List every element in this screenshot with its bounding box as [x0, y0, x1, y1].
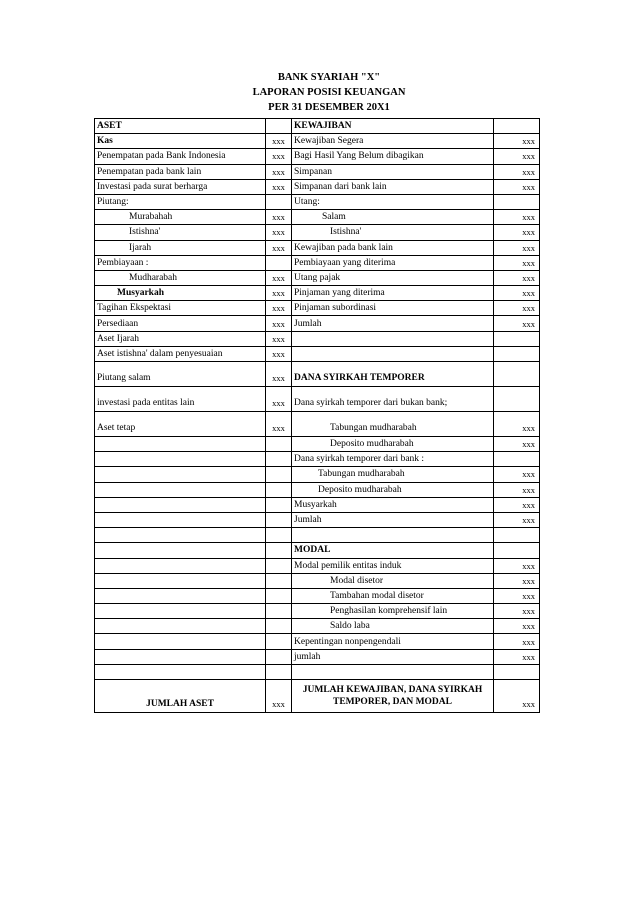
asset-label — [95, 482, 266, 497]
table-row — [95, 387, 540, 412]
asset-value — [266, 437, 292, 452]
liability-value: xxx — [494, 588, 540, 603]
liability-value — [494, 664, 540, 679]
asset-value: xxx — [266, 301, 292, 316]
column-header-aset: ASET — [95, 119, 266, 134]
liability-label: Simpanan dari bank lain — [292, 179, 494, 194]
asset-label — [95, 512, 266, 527]
table-row — [95, 619, 540, 634]
table-row — [95, 210, 540, 225]
asset-label — [95, 452, 266, 467]
asset-label — [95, 664, 266, 679]
asset-value — [266, 664, 292, 679]
liability-label: Utang: — [292, 194, 494, 209]
liability-label: Pinjaman yang diterima — [292, 286, 494, 301]
table-row — [95, 240, 540, 255]
table-row — [95, 497, 540, 512]
liability-value: xxx — [494, 316, 540, 331]
liability-value: xxx — [494, 134, 540, 149]
liability-label: Modal pemilik entitas induk — [292, 558, 494, 573]
liability-value — [494, 387, 540, 412]
table-row — [95, 225, 540, 240]
liability-value — [494, 543, 540, 558]
asset-value — [266, 558, 292, 573]
asset-label: Investasi pada surat berharga — [95, 179, 266, 194]
table-row — [95, 331, 540, 346]
table-header-row — [95, 119, 540, 134]
liability-label: Pinjaman subordinasi — [292, 301, 494, 316]
liability-value: xxx — [494, 558, 540, 573]
liability-value: xxx — [494, 497, 540, 512]
liability-value: xxx — [494, 437, 540, 452]
empty-cell — [266, 119, 292, 134]
liability-value — [494, 331, 540, 346]
liability-label: Kewajiban pada bank lain — [292, 240, 494, 255]
asset-value: xxx — [266, 286, 292, 301]
asset-value — [266, 452, 292, 467]
asset-label: Aset Ijarah — [95, 331, 266, 346]
liability-label: Jumlah — [292, 316, 494, 331]
liability-value: xxx — [494, 412, 540, 437]
asset-value — [266, 497, 292, 512]
asset-label: Penempatan pada Bank Indonesia — [95, 149, 266, 164]
bank-name: BANK SYARIAH "X" — [277, 72, 381, 83]
liability-label: Pembiayaan yang diterima — [292, 255, 494, 270]
asset-label: Istishna' — [95, 225, 266, 240]
liability-label: Jumlah — [292, 512, 494, 527]
asset-value — [266, 634, 292, 649]
total-liabilities-equity-label: JUMLAH KEWAJIBAN, DANA SYIRKAH TEMPORER, DAN MODAL — [292, 680, 494, 713]
liability-value: xxx — [494, 225, 540, 240]
asset-value — [266, 543, 292, 558]
table-row — [95, 134, 540, 149]
asset-value: xxx — [266, 270, 292, 285]
total-assets-value: xxx — [266, 680, 292, 713]
liability-value — [494, 528, 540, 543]
asset-value — [266, 604, 292, 619]
table-row — [95, 664, 540, 679]
asset-value — [266, 467, 292, 482]
table-row — [95, 179, 540, 194]
asset-value: xxx — [266, 179, 292, 194]
table-row — [95, 482, 540, 497]
report-title: LAPORAN POSISI KEUANGAN — [252, 87, 406, 98]
asset-label: Aset istishna' dalam penyesuaian — [95, 346, 266, 361]
liability-label — [292, 346, 494, 361]
table-row — [95, 270, 540, 285]
liability-value: xxx — [494, 210, 540, 225]
asset-value: xxx — [266, 316, 292, 331]
asset-label: Penempatan pada bank lain — [95, 164, 266, 179]
asset-value: xxx — [266, 225, 292, 240]
asset-label: Ijarah — [95, 240, 266, 255]
balance-sheet-table — [94, 118, 540, 713]
total-liabilities-equity-value: xxx — [494, 680, 540, 713]
column-header-kewajiban: KEWAJIBAN — [292, 119, 494, 134]
liability-value: xxx — [494, 301, 540, 316]
table-row — [95, 149, 540, 164]
liability-label: Kepentingan nonpengendali — [292, 634, 494, 649]
liability-value: xxx — [494, 649, 540, 664]
liability-value: xxx — [494, 634, 540, 649]
table-row — [95, 412, 540, 437]
liability-value: xxx — [494, 604, 540, 619]
empty-cell — [494, 119, 540, 134]
report-header — [0, 70, 638, 115]
liability-label: DANA SYIRKAH TEMPORER — [292, 362, 494, 387]
asset-value — [266, 573, 292, 588]
asset-value: xxx — [266, 210, 292, 225]
table-row — [95, 346, 540, 361]
liability-value: xxx — [494, 149, 540, 164]
liability-label: Dana syirkah temporer dari bukan bank; — [292, 387, 494, 412]
liability-value: xxx — [494, 286, 540, 301]
liability-label — [292, 331, 494, 346]
liability-value — [494, 194, 540, 209]
asset-label: Mudharabah — [95, 270, 266, 285]
liability-value: xxx — [494, 573, 540, 588]
asset-value — [266, 528, 292, 543]
liability-label: Istishna' — [292, 225, 494, 240]
table-row — [95, 588, 540, 603]
table-row — [95, 301, 540, 316]
table-row — [95, 543, 540, 558]
liability-label: MODAL — [292, 543, 494, 558]
asset-label — [95, 467, 266, 482]
liability-value: xxx — [494, 619, 540, 634]
asset-label — [95, 573, 266, 588]
liability-label — [292, 664, 494, 679]
report-date: PER 31 DESEMBER 20X1 — [268, 102, 390, 113]
asset-value — [266, 482, 292, 497]
asset-value — [266, 194, 292, 209]
liability-label: Kewajiban Segera — [292, 134, 494, 149]
table-row — [95, 558, 540, 573]
liability-value: xxx — [494, 240, 540, 255]
liability-label: Tabungan mudharabah — [292, 467, 494, 482]
liability-value: xxx — [494, 179, 540, 194]
asset-value — [266, 619, 292, 634]
asset-label — [95, 558, 266, 573]
liability-label — [292, 528, 494, 543]
liability-label: Deposito mudharabah — [292, 437, 494, 452]
asset-value — [266, 649, 292, 664]
liability-label: jumlah — [292, 649, 494, 664]
asset-value: xxx — [266, 387, 292, 412]
liability-label: Penghasilan komprehensif lain — [292, 604, 494, 619]
asset-value: xxx — [266, 149, 292, 164]
asset-value: xxx — [266, 362, 292, 387]
table-row — [95, 437, 540, 452]
table-row — [95, 634, 540, 649]
asset-label — [95, 604, 266, 619]
liability-label: Utang pajak — [292, 270, 494, 285]
liability-value: xxx — [494, 255, 540, 270]
liability-value — [494, 362, 540, 387]
liability-label: Simpanan — [292, 164, 494, 179]
asset-label: Pembiayaan : — [95, 255, 266, 270]
asset-value: xxx — [266, 164, 292, 179]
liability-label: Tambahan modal disetor — [292, 588, 494, 603]
liability-value: xxx — [494, 164, 540, 179]
liability-label: Salam — [292, 210, 494, 225]
asset-label: Kas — [95, 134, 266, 149]
liability-label: Dana syirkah temporer dari bank : — [292, 452, 494, 467]
asset-label: Murabahah — [95, 210, 266, 225]
asset-label — [95, 634, 266, 649]
liability-value — [494, 452, 540, 467]
table-row — [95, 452, 540, 467]
table-row — [95, 528, 540, 543]
liability-value: xxx — [494, 512, 540, 527]
asset-label — [95, 543, 266, 558]
asset-value: xxx — [266, 412, 292, 437]
asset-value — [266, 588, 292, 603]
liability-value: xxx — [494, 270, 540, 285]
asset-label — [95, 619, 266, 634]
table-row — [95, 467, 540, 482]
table-row — [95, 316, 540, 331]
table-row — [95, 649, 540, 664]
table-row — [95, 255, 540, 270]
asset-value: xxx — [266, 331, 292, 346]
asset-label: Aset tetap — [95, 412, 266, 437]
liability-value: xxx — [494, 482, 540, 497]
asset-label: Tagihan Ekspektasi — [95, 301, 266, 316]
asset-label — [95, 437, 266, 452]
liability-value: xxx — [494, 467, 540, 482]
table-row — [95, 573, 540, 588]
total-assets-label: JUMLAH ASET — [95, 680, 266, 713]
asset-value: xxx — [266, 240, 292, 255]
liability-label: Deposito mudharabah — [292, 482, 494, 497]
asset-label — [95, 588, 266, 603]
table-row — [95, 286, 540, 301]
asset-value — [266, 255, 292, 270]
asset-label — [95, 528, 266, 543]
liability-label: Saldo laba — [292, 619, 494, 634]
table-row — [95, 604, 540, 619]
totals-row — [95, 680, 540, 713]
asset-label: Persediaan — [95, 316, 266, 331]
asset-label: Piutang: — [95, 194, 266, 209]
table-row — [95, 194, 540, 209]
asset-value: xxx — [266, 134, 292, 149]
asset-label: Piutang salam — [95, 362, 266, 387]
table-row — [95, 362, 540, 387]
liability-label: Musyarkah — [292, 497, 494, 512]
table-row — [95, 164, 540, 179]
asset-label — [95, 649, 266, 664]
asset-value: xxx — [266, 346, 292, 361]
asset-label: Musyarkah — [95, 286, 266, 301]
asset-value — [266, 512, 292, 527]
table-row — [95, 512, 540, 527]
liability-label: Tabungan mudharabah — [292, 412, 494, 437]
asset-label — [95, 497, 266, 512]
asset-label: investasi pada entitas lain — [95, 387, 266, 412]
liability-label: Modal disetor — [292, 573, 494, 588]
liability-label: Bagi Hasil Yang Belum dibagikan — [292, 149, 494, 164]
liability-value — [494, 346, 540, 361]
